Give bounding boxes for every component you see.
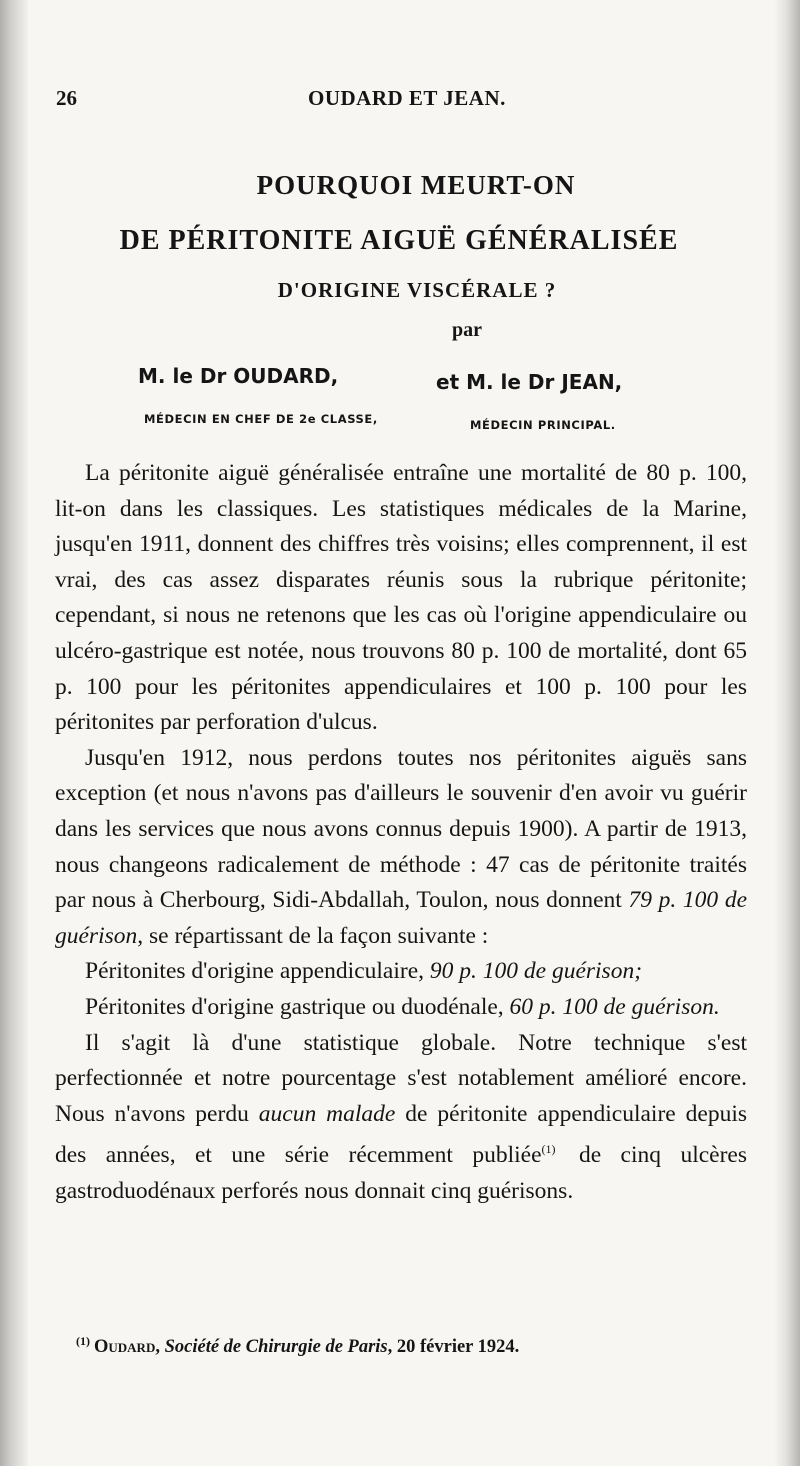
paragraph-5-text-b: de péritonite appendiculaire depuis des années, et une série récemment publiée [55,1100,747,1169]
authors [60,364,760,434]
running-head [56,86,760,116]
author-jean: et M. le Dr JEAN, [436,370,623,394]
footnote [76,1334,760,1358]
author-oudard-role: MÉDECIN EN CHEF DE 2e CLASSE, [144,412,378,426]
byline-par: par [452,319,482,341]
paragraph-3 [55,954,747,990]
paragraph-2-emphasis: 79 p. 100 de guérison [55,887,747,949]
footnote-source: Société de Chirurgie de Paris [164,1337,388,1358]
running-title: OUDARD ET JEAN. [308,86,506,110]
footnote-marker: (1) [76,1334,90,1348]
footnote-date: , 20 février 1924. [387,1337,520,1358]
paragraph-2-text-a: Jusqu'en 1912, nous perdons toutes nos péritonites aiguës sans exception (et nous n'avons pas d'ailleurs le souvenir d'en avoir vu guérir dans les services que nous avons connus depuis 1900). A partir de 1913, nous changeons radicalement de méthode : 47 cas de péritonite traités par nous à Cherbourg, Sidi-Abdallah, Toulon, nous donnent [55,744,747,914]
paragraph-3-text: Péritonites d'origine appendiculaire, [85,958,430,985]
footnote-comma: , [155,1337,165,1358]
title-line-2: DE PÉRITONITE AIGUË GÉNÉRALISÉE [119,225,679,256]
paragraph-1: La péritonite aiguë généralisée entraîne une mortalité de 80 p. 100, lit-on dans les classiques. Les statistiques médicales de la Marine, jusqu'en 1911, donnent des chiffres très voisins; elles comprennent, il est vrai, des cas assez disparates réunis sous la rubrique péritonite; cependant, si nous ne retenons que les cas où l'origine appendiculaire ou ulcéro-gastrique est notée, nous trouvons 80 p. 100 de mortalité, dont 65 p. 100 pour les péritonites appendiculaires et 100 p. 100 pour les péritonites par perforation d'ulcus. [55,460,747,736]
author-jean-role: MÉDECIN PRINCIPAL. [470,418,616,432]
footnote-author: Oudard [94,1337,156,1358]
paragraph-4-emphasis: 60 p. 100 de guérison. [509,993,720,1020]
article-body [55,456,747,1209]
paragraph-2-text-b: , se répartissant de la façon suivante : [137,922,489,949]
title-line-3: D'ORIGINE VISCÉRALE ? [277,278,557,302]
paragraph-4-text: Péritonites d'origine gastrique ou duodénale, [85,993,510,1020]
article-title [60,172,760,342]
author-oudard: M. le Dr OUDARD, [138,364,339,388]
paragraph-5 [55,1026,747,1210]
paragraph-2 [55,741,747,955]
page-number: 26 [56,86,77,110]
paragraph-5-text-c: de cinq ulcères gastroduodénaux perforés nous donnait cinq guérisons. [55,1142,747,1204]
title-line-1: POURQUOI MEURT-ON [256,170,576,200]
footnote-reference: (1) [541,1142,556,1157]
paragraph-5-emphasis: aucun malade [258,1100,396,1127]
paragraph-4 [55,990,747,1026]
paragraph-3-emphasis: 90 p. 100 de guérison; [429,958,643,985]
paragraph-5-text-a: Il s'agit là d'une statistique globale. Notre technique s'est perfectionnée et notre pourcentage s'est notablement amélioré encore. Nous n'avons perdu [55,1029,747,1127]
